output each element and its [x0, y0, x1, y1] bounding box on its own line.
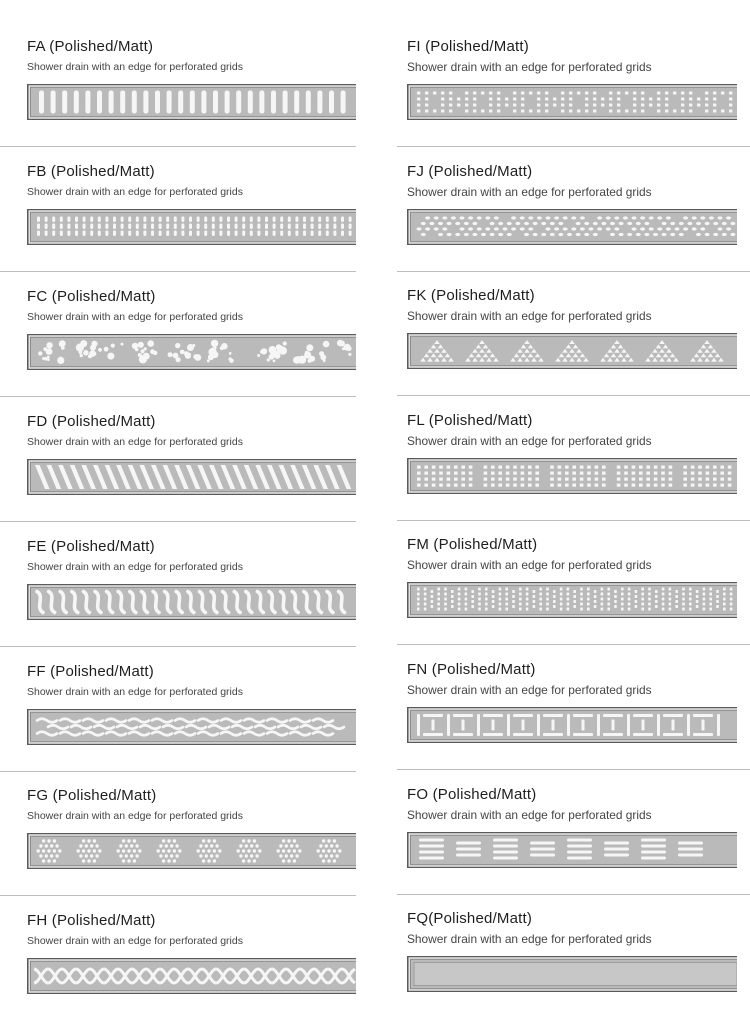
item-title: FG (Polished/Matt) — [27, 787, 157, 805]
item-description: Shower drain with an edge for perforated grids — [27, 935, 243, 948]
drain-item-ff — [27, 663, 356, 745]
item-description: Shower drain with an edge for perforated grids — [27, 560, 243, 573]
drain-grate-fb — [27, 209, 356, 245]
row-divider — [397, 644, 750, 645]
item-description: Shower drain with an edge for perforated grids — [407, 558, 652, 573]
row-divider — [397, 520, 750, 521]
item-title: FF (Polished/Matt) — [27, 662, 154, 680]
drain-grate-fl — [407, 458, 737, 494]
item-description: Shower drain with an edge for perforated grids — [407, 184, 652, 199]
item-title: FO (Polished/Matt) — [407, 785, 537, 803]
drain-item-fj — [407, 163, 737, 245]
drain-item-fm — [407, 536, 737, 618]
item-description: Shower drain with an edge for perforated grids — [407, 433, 652, 448]
item-title: FJ (Polished/Matt) — [407, 162, 533, 180]
perforation-pattern — [414, 963, 737, 986]
drain-item-fi — [407, 38, 737, 120]
drain-grate-fh — [27, 958, 356, 994]
item-title: FH (Polished/Matt) — [27, 912, 156, 930]
row-divider — [0, 271, 356, 272]
row-divider — [397, 769, 750, 770]
drain-grate-fi — [407, 84, 737, 120]
row-divider — [397, 395, 750, 396]
drain-grate-fe — [27, 584, 356, 620]
item-description: Shower drain with an edge for perforated grids — [27, 685, 243, 698]
drain-item-fl — [407, 412, 737, 494]
item-description: Shower drain with an edge for perforated grids — [27, 435, 243, 448]
drain-item-fa — [27, 38, 356, 120]
row-divider — [0, 771, 356, 772]
drain-grate-fm — [407, 582, 737, 618]
drain-grate-fj — [407, 209, 737, 245]
item-description: Shower drain with an edge for perforated grids — [407, 807, 652, 822]
item-title: FQ(Polished/Matt) — [407, 910, 533, 928]
drain-item-fh — [27, 912, 356, 994]
item-title: FD (Polished/Matt) — [27, 412, 156, 430]
drain-item-fn — [407, 661, 737, 743]
drain-grate-fg — [27, 833, 356, 869]
drain-item-fo — [407, 786, 737, 868]
drain-grate-fc — [27, 334, 356, 370]
row-divider — [0, 146, 356, 147]
item-title: FC (Polished/Matt) — [27, 287, 156, 305]
drain-grate-fd — [27, 459, 356, 495]
item-title: FA (Polished/Matt) — [27, 38, 154, 55]
drain-item-fc — [27, 288, 356, 370]
item-title: FN (Polished/Matt) — [407, 661, 536, 678]
item-title: FM (Polished/Matt) — [407, 536, 538, 554]
row-divider — [397, 271, 750, 272]
drain-grate-fq — [407, 956, 737, 992]
row-divider — [0, 895, 356, 896]
drain-grate-fa — [27, 84, 356, 120]
item-description: Shower drain with an edge for perforated grids — [27, 61, 243, 73]
item-description: Shower drain with an edge for perforated grids — [27, 185, 243, 198]
item-description: Shower drain with an edge for perforated grids — [407, 683, 652, 697]
drain-grate-ff — [27, 709, 356, 745]
drain-grate-fn — [407, 707, 737, 743]
drain-item-fd — [27, 413, 356, 495]
item-description: Shower drain with an edge for perforated grids — [407, 60, 652, 74]
drain-item-fb — [27, 163, 356, 245]
item-description: Shower drain with an edge for perforated grids — [27, 310, 243, 323]
item-title: FL (Polished/Matt) — [407, 411, 533, 429]
item-description: Shower drain with an edge for perforated grids — [407, 309, 652, 324]
item-description: Shower drain with an edge for perforated grids — [407, 932, 652, 947]
row-divider — [0, 521, 356, 522]
item-title: FK (Polished/Matt) — [407, 287, 535, 305]
item-title: FI (Polished/Matt) — [407, 38, 529, 55]
row-divider — [397, 146, 750, 147]
drain-item-fe — [27, 538, 356, 620]
row-divider — [0, 396, 356, 397]
drain-grate-fk — [407, 333, 737, 369]
drain-item-fg — [27, 787, 356, 869]
row-divider — [0, 646, 356, 647]
item-title: FE (Polished/Matt) — [27, 537, 155, 555]
item-description: Shower drain with an edge for perforated grids — [27, 810, 243, 823]
drain-grate-fo — [407, 832, 737, 868]
drain-item-fq — [407, 910, 737, 992]
drain-item-fk — [407, 287, 737, 369]
item-title: FB (Polished/Matt) — [27, 162, 155, 180]
row-divider — [397, 894, 750, 895]
